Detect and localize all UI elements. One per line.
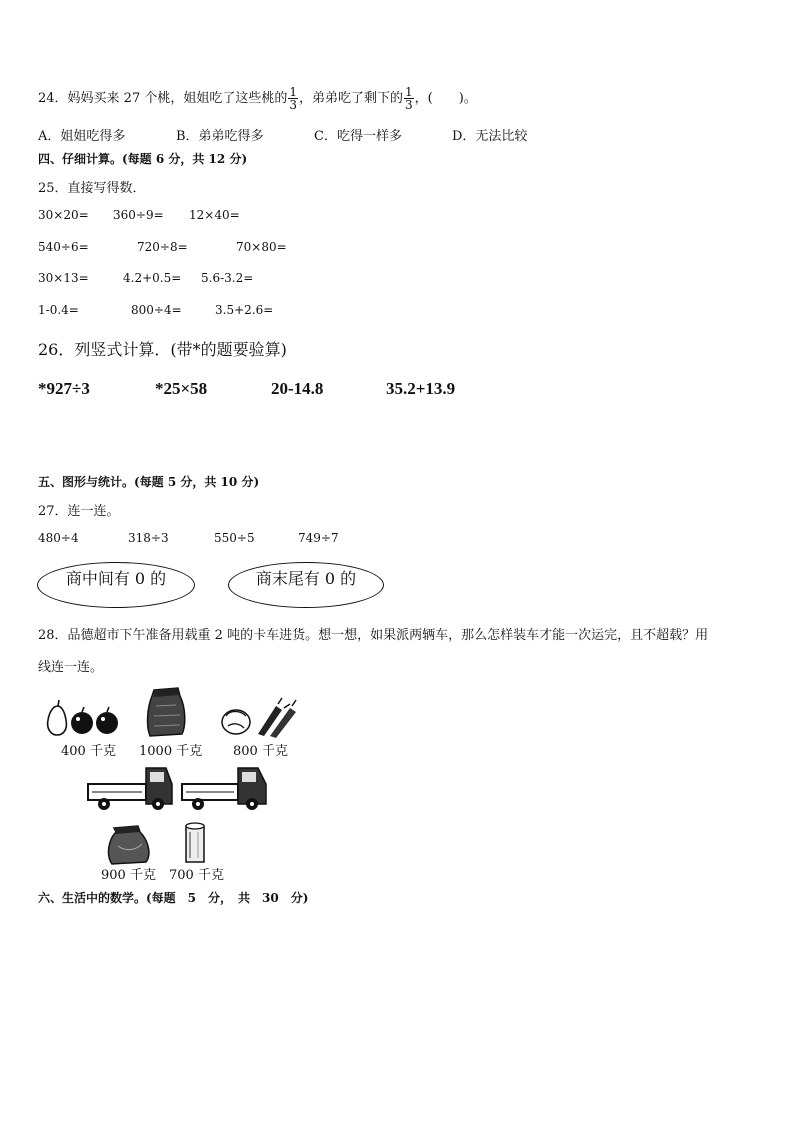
section4-title: 四、仔细计算。(每题 6 分，共 12 分) (38, 152, 248, 166)
q28-line-2: 线连一连。 (38, 660, 104, 675)
q28-illustration (40, 680, 320, 886)
q27-title: 27．连一连。 (38, 504, 120, 519)
q26-item-2: *25×58 (155, 379, 208, 398)
section5-title: 五、图形与统计。(每题 5 分，共 10 分) (38, 475, 260, 489)
q28-line-1: 28．品德超市下午准备用载重 2 吨的卡车进货。想一想，如果派两辆车，那么怎样装车才能一次运完，且不超载？用 (38, 628, 709, 643)
q25-r3-c3: 5.6-3.2= (201, 271, 254, 285)
q24-fraction-1: $\frac{1}{3}$ (289, 85, 297, 112)
q25-r1-c1: 30×20= (38, 208, 89, 222)
q24-middle: ，弟弟吃了剩下的 (299, 91, 404, 106)
q28-bottom-label-1: 900 千克 (101, 868, 156, 883)
q27-item-2[interactable]: 318÷3 (128, 531, 169, 545)
q25-r3-c1: 30×13= (38, 271, 89, 285)
flour-sack-icon (109, 826, 149, 864)
truck-icon[interactable] (88, 768, 172, 810)
q25-r1-c3: 12×40= (189, 208, 240, 222)
q26-item-3: 20-14.8 (271, 379, 324, 398)
q27-oval-label-2: 商末尾有 0 的 (255, 569, 357, 588)
q24-option-c[interactable]: C．吃得一样多 (314, 129, 402, 144)
oil-can-icon (186, 823, 204, 862)
q24-option-b[interactable]: B．弟弟吃得多 (176, 129, 264, 144)
q27-item-3[interactable]: 550÷5 (214, 531, 255, 545)
q26-item-4: 35.2+13.9 (386, 379, 456, 398)
vegetables-icon (222, 698, 296, 738)
q25-r4-c1: 1-0.4= (38, 303, 79, 317)
q25-r2-c3: 70×80= (236, 240, 287, 254)
q27-item-4[interactable]: 749÷7 (298, 531, 339, 545)
q24-option-d[interactable]: D．无法比较 (452, 129, 528, 144)
q24-option-a[interactable]: A．姐姐吃得多 (38, 129, 126, 144)
q24-suffix: ，( )。 (414, 91, 477, 106)
q27-oval-label-1: 商中间有 0 的 (65, 569, 167, 588)
q25-r2-c2: 720÷8= (137, 240, 188, 254)
q28-bottom-label-2: 700 千克 (169, 868, 224, 883)
apple-icon (96, 707, 118, 734)
rice-sack-icon (148, 688, 185, 736)
section6-title: 六、生活中的数学。(每题 5 分， 共 30 分) (38, 891, 309, 905)
q28-top-label-2: 1000 千克 (139, 744, 203, 759)
q25-r4-c2: 800÷4= (131, 303, 182, 317)
q25-r4-c3: 3.5+2.6= (215, 303, 274, 317)
q25-r2-c1: 540÷6= (38, 240, 89, 254)
q26-title: 26．列竖式计算．(带*的题要验算) (38, 340, 287, 359)
pear-icon (48, 700, 67, 735)
apple-icon (71, 707, 93, 734)
q27-item-1[interactable]: 480÷4 (38, 531, 79, 545)
q24-prefix: 24．妈妈买来 27 个桃，姐姐吃了这些桃的 (38, 91, 288, 106)
q28-top-label-1: 400 千克 (61, 744, 116, 759)
q24-fraction-2: $\frac{1}{3}$ (405, 85, 413, 112)
q27-oval-middle-zero[interactable] (37, 562, 195, 608)
q25-r1-c2: 360÷9= (113, 208, 164, 222)
q28-top-label-3: 800 千克 (233, 744, 288, 759)
q24-stem (38, 86, 477, 111)
q26-item-1: *927÷3 (38, 379, 90, 398)
q27-oval-end-zero[interactable] (228, 562, 384, 608)
q25-r3-c2: 4.2+0.5= (123, 271, 182, 285)
truck-icon[interactable] (182, 768, 266, 810)
q25-title: 25．直接写得数． (38, 181, 146, 196)
